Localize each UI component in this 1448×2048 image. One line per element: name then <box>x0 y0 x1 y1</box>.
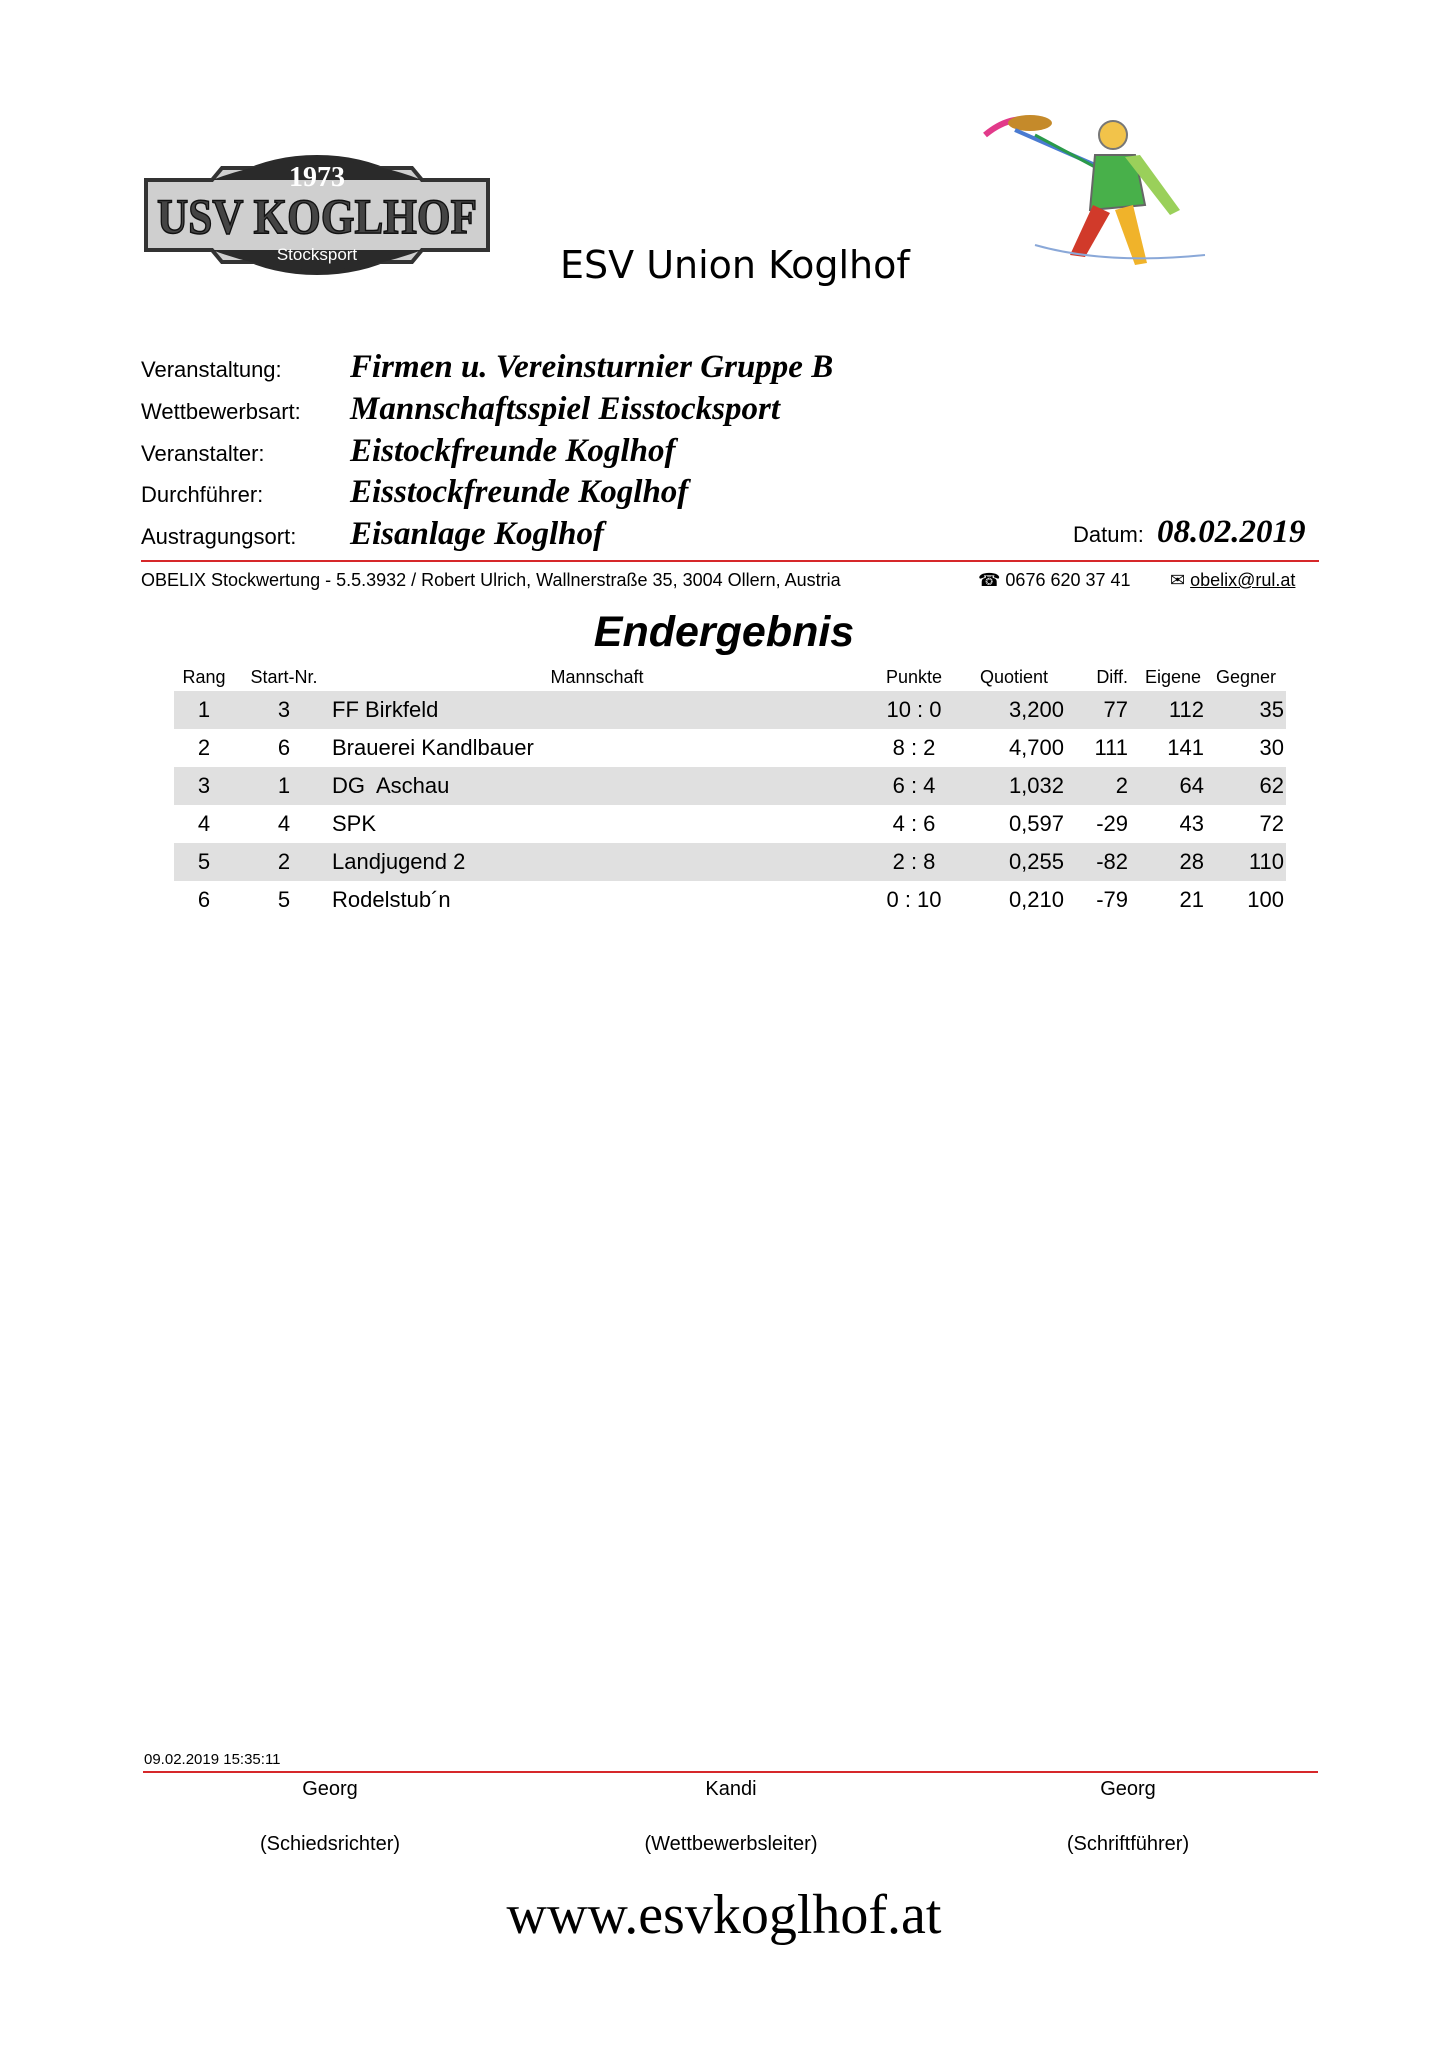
cell-diff: -82 <box>1096 849 1128 874</box>
col-quotient: Quotient <box>979 667 1049 687</box>
cell-start: 1 <box>277 773 291 798</box>
cell-quotient: 0,210 <box>1008 887 1064 912</box>
info-label-wettbewerbsart: Wettbewerbsart: <box>141 399 301 424</box>
cell-gegner: 62 <box>1259 773 1284 798</box>
cell-team: FF Birkfeld <box>332 697 439 722</box>
website-url[interactable]: www.esvkoglhof.at <box>506 1884 942 1946</box>
cell-eigene: 112 <box>1168 697 1204 722</box>
cell-start: 4 <box>277 811 291 836</box>
cell-eigene: 43 <box>1179 811 1204 836</box>
phone-number: ☎ 0676 620 37 41 <box>978 570 1131 590</box>
page-title: Endergebnis <box>593 608 855 656</box>
cell-diff: -79 <box>1096 887 1128 912</box>
logo-sub: Stocksport <box>276 245 358 264</box>
col-start-nr: Start-Nr. <box>250 667 318 687</box>
software-credit: OBELIX Stockwertung - 5.5.3932 / Robert Ulrich, Wallnerstraße 35, 3004 Ollern, Austria <box>141 570 841 590</box>
cell-eigene: 141 <box>1167 735 1204 760</box>
col-punkte: Punkte <box>885 667 943 687</box>
cell-team: Rodelstub´n <box>332 887 451 912</box>
cell-rang: 5 <box>197 849 211 874</box>
header-divider <box>141 560 1319 562</box>
cell-diff: 111 <box>1094 735 1128 760</box>
cell-quotient: 1,032 <box>1008 773 1064 798</box>
email-link[interactable]: obelix@rul.at <box>1190 570 1296 590</box>
cell-punkte: 2 : 8 <box>892 849 936 874</box>
cell-rang: 3 <box>197 773 211 798</box>
cell-quotient: 4,700 <box>1008 735 1064 760</box>
signature-name-schiedsrichter: Georg <box>302 1778 358 1800</box>
table-row <box>174 881 1286 919</box>
cell-gegner: 72 <box>1259 811 1284 836</box>
logo-year: 1973 <box>289 162 345 193</box>
signature-role-schiedsrichter: (Schiedsrichter) <box>259 1833 401 1855</box>
cell-start: 3 <box>277 697 291 722</box>
table-header <box>174 663 1286 691</box>
info-value-durchfuehrer: Eisstockfreunde Koglhof <box>350 474 689 510</box>
col-eigene: Eigene <box>1144 667 1202 687</box>
datum-label: Datum: <box>1073 522 1144 547</box>
cell-gegner: 30 <box>1259 735 1284 760</box>
signature-name-schriftfuehrer: Georg <box>1100 1778 1156 1800</box>
datum-value: 08.02.2019 <box>1157 514 1306 550</box>
cell-punkte: 10 : 0 <box>886 697 942 722</box>
club-name: ESV Union Koglhof <box>560 243 910 287</box>
cell-gegner: 100 <box>1247 887 1284 912</box>
cell-team: SPK <box>332 811 377 836</box>
info-value-austragungsort: Eisanlage Koglhof <box>350 516 604 552</box>
cell-quotient: 0,597 <box>1008 811 1064 836</box>
cell-diff: 2 <box>1115 773 1128 798</box>
cell-quotient: 3,200 <box>1008 697 1064 722</box>
col-rang: Rang <box>182 667 226 687</box>
cell-diff: 77 <box>1103 697 1128 722</box>
email-contact <box>1170 570 1295 591</box>
cell-quotient: 0,255 <box>1008 849 1064 874</box>
cell-rang: 2 <box>197 735 211 760</box>
cell-punkte: 0 : 10 <box>886 887 942 912</box>
cell-rang: 1 <box>197 697 211 722</box>
table-row <box>174 805 1286 843</box>
cell-start: 6 <box>277 735 291 760</box>
info-label-austragungsort: Austragungsort: <box>141 524 297 549</box>
cell-diff: -29 <box>1096 811 1128 836</box>
cell-team: Brauerei Kandlbauer <box>332 735 534 760</box>
col-gegner: Gegner <box>1215 667 1277 687</box>
cell-rang: 4 <box>197 811 211 836</box>
cell-eigene: 28 <box>1179 849 1204 874</box>
cell-punkte: 4 : 6 <box>892 811 936 836</box>
cell-start: 2 <box>277 849 291 874</box>
info-value-wettbewerbsart: Mannschaftsspiel Eisstocksport <box>350 391 780 427</box>
cell-eigene: 64 <box>1179 773 1204 798</box>
table-row <box>174 767 1286 805</box>
signature-name-wettbewerbsleiter: Kandi <box>705 1778 757 1800</box>
cell-punkte: 6 : 4 <box>892 773 936 798</box>
cell-start: 5 <box>277 887 291 912</box>
info-value-veranstaltung: Firmen u. Vereinsturnier Gruppe B <box>350 349 834 385</box>
info-label-veranstalter: Veranstalter: <box>141 441 265 466</box>
cell-gegner: 35 <box>1259 697 1284 722</box>
signature-role-wettbewerbsleiter: (Wettbewerbsleiter) <box>644 1833 818 1855</box>
col-mannschaft: Mannschaft <box>550 667 644 687</box>
cell-team: DG Aschau <box>332 773 450 798</box>
info-value-veranstalter: Eistockfreunde Koglhof <box>350 433 676 469</box>
results-table <box>174 663 1286 919</box>
signature-role-schriftfuehrer: (Schriftführer) <box>1066 1833 1190 1855</box>
cell-eigene: 21 <box>1179 887 1204 912</box>
print-timestamp: 09.02.2019 15:35:11 <box>144 1751 281 1768</box>
cell-punkte: 8 : 2 <box>892 735 936 760</box>
table-row <box>174 843 1286 881</box>
envelope-icon: ✉ <box>1170 570 1186 590</box>
footer-divider <box>143 1771 1318 1773</box>
info-label-durchfuehrer: Durchführer: <box>141 482 264 507</box>
curler-illustration <box>975 105 1215 275</box>
cell-rang: 6 <box>197 887 211 912</box>
table-row <box>174 729 1286 767</box>
info-label-veranstaltung: Veranstaltung: <box>141 357 282 382</box>
col-diff: Diff. <box>1096 667 1128 687</box>
club-logo <box>142 150 492 280</box>
cell-team: Landjugend 2 <box>332 849 466 874</box>
cell-gegner: 110 <box>1248 849 1284 874</box>
logo-name: USV KOGLHOF <box>157 188 477 244</box>
table-row <box>174 691 1286 729</box>
